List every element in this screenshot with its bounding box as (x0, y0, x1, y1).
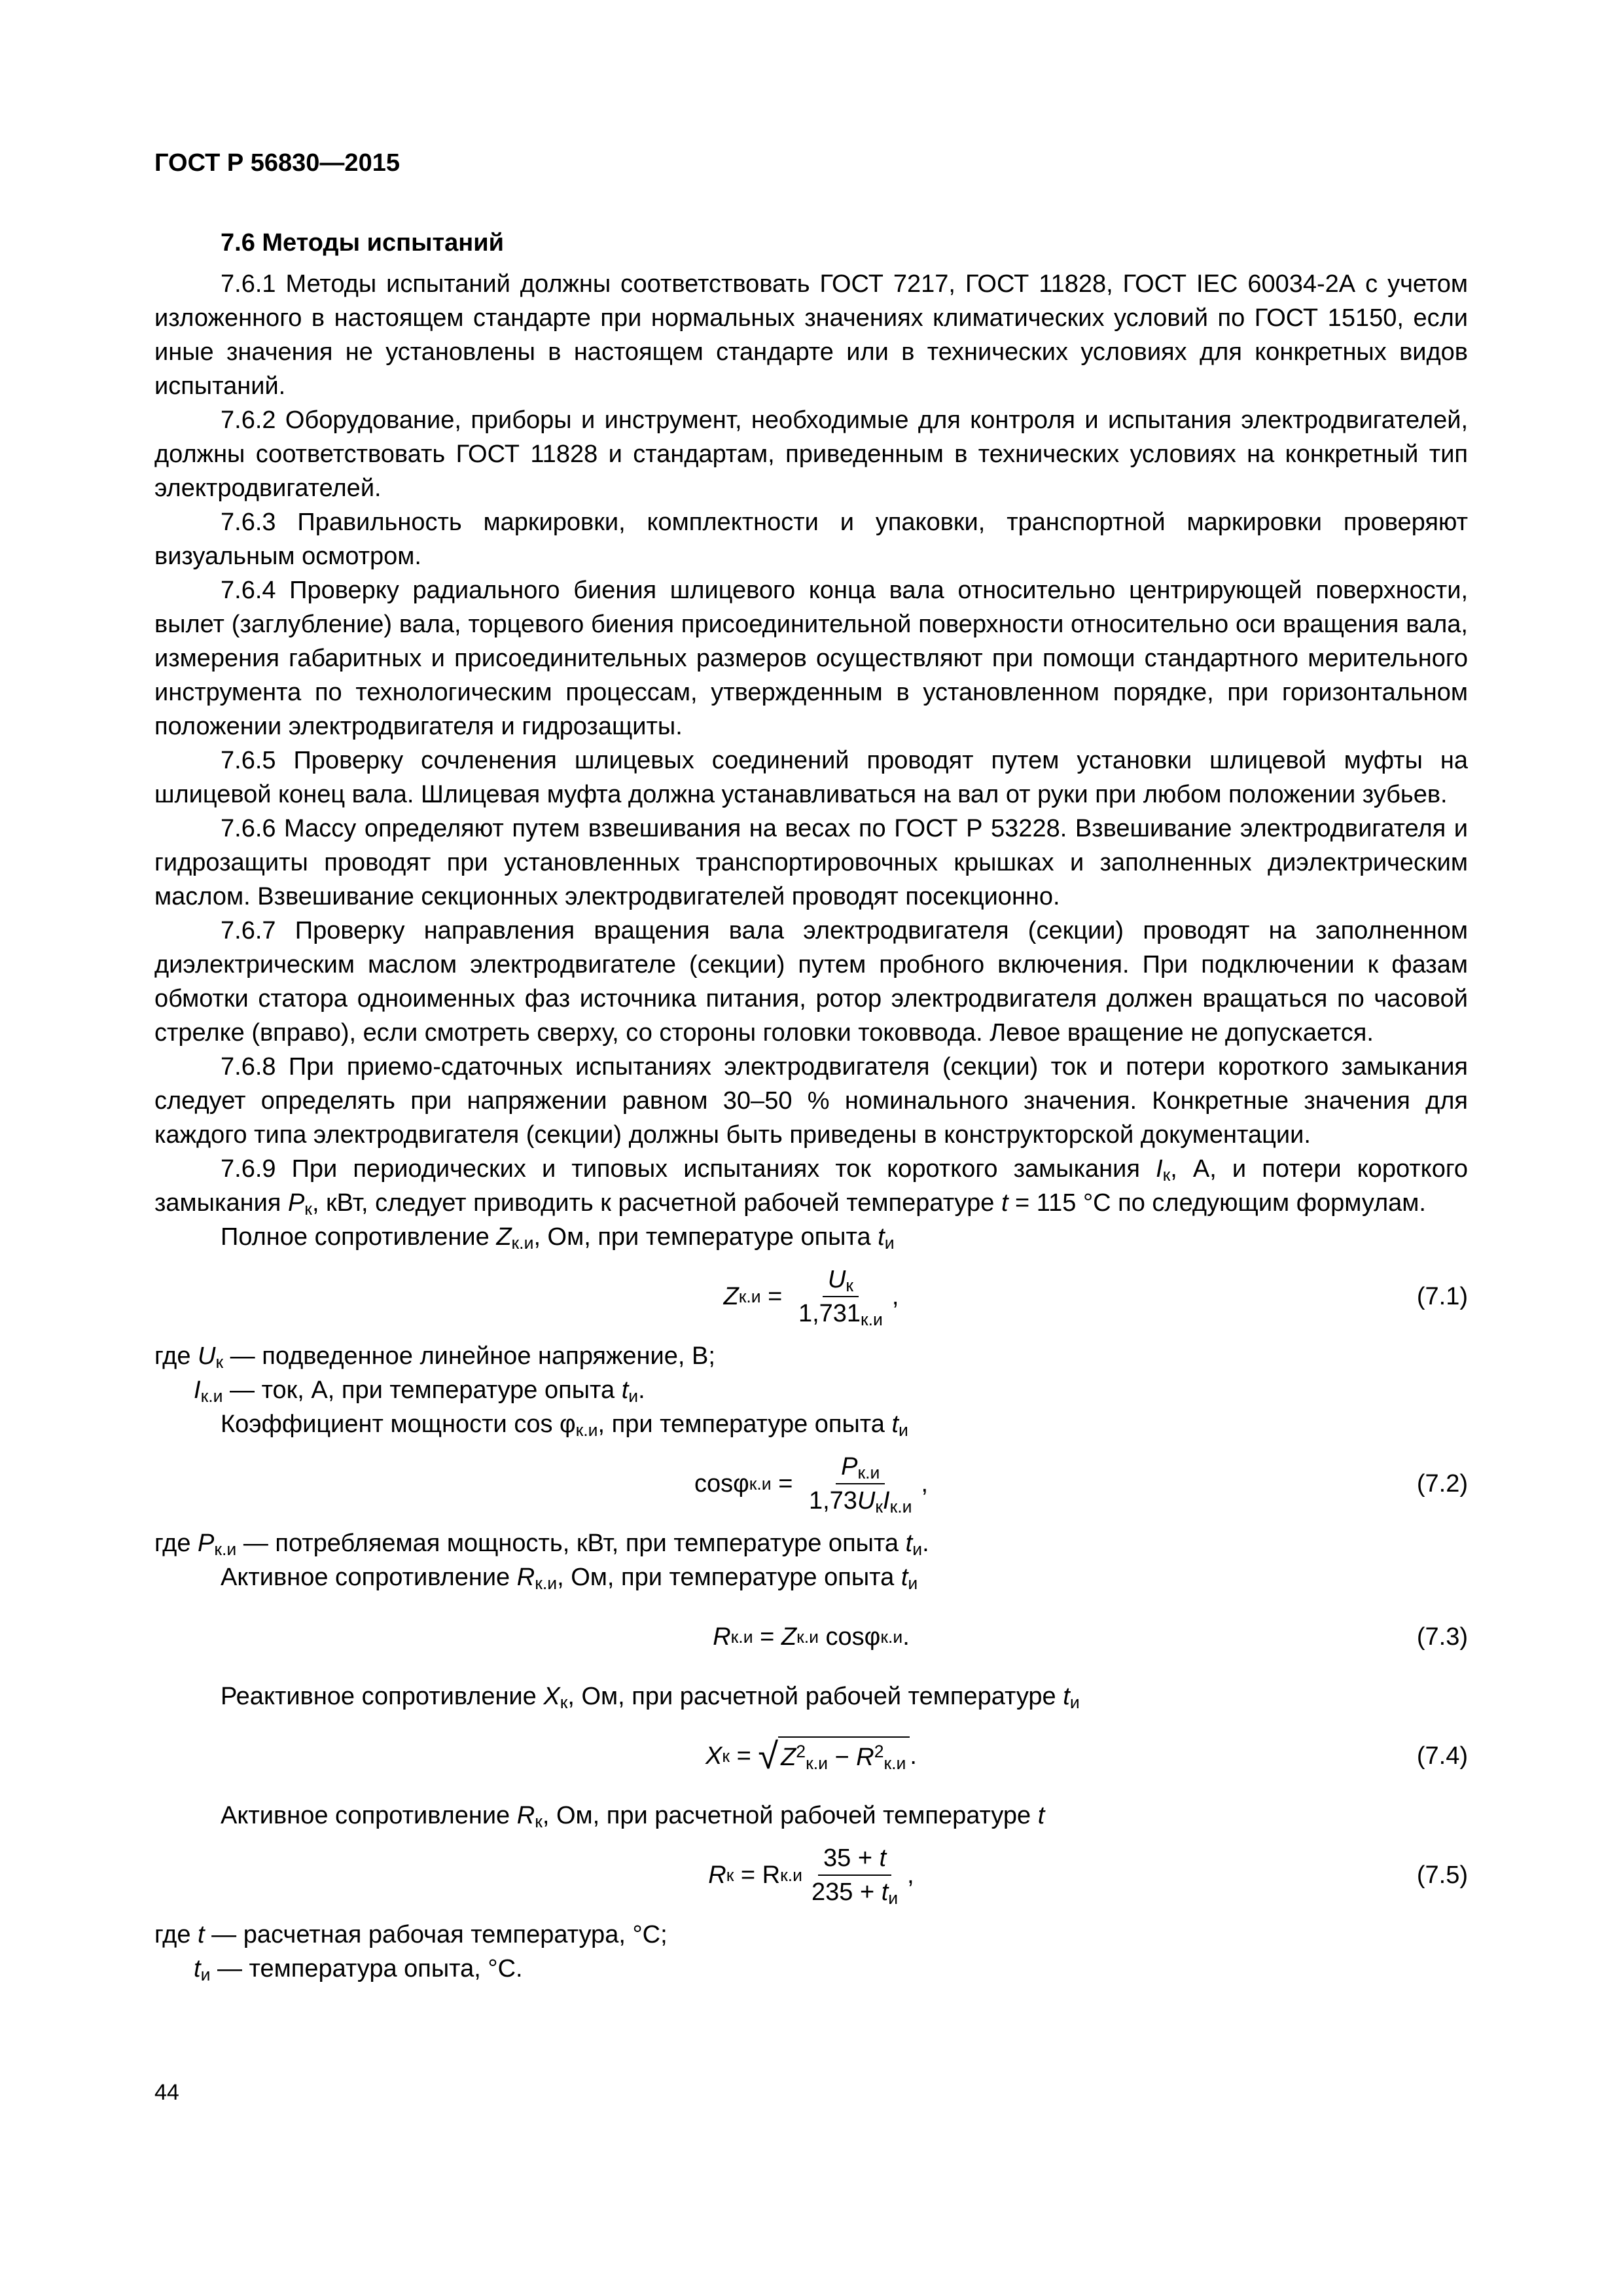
variable: U (857, 1487, 876, 1515)
variable: Z (723, 1283, 739, 1310)
variable: t (878, 1223, 885, 1251)
denominator (806, 1876, 903, 1907)
fraction (806, 1843, 903, 1907)
where-test-temperature (154, 1952, 1468, 1986)
subscript: к.и (861, 1309, 883, 1329)
equation-7-3 (154, 1594, 1468, 1679)
variable: R (713, 1623, 731, 1651)
equation-7-2 (154, 1441, 1468, 1526)
variable: t (1037, 1802, 1045, 1829)
subscript: и (912, 1539, 923, 1559)
fraction (793, 1265, 888, 1329)
subscript: к (304, 1198, 312, 1219)
equation-number: (7.3) (1416, 1623, 1468, 1651)
denominator-text: 235 + (812, 1878, 882, 1906)
subscript: к.и (883, 1753, 906, 1773)
variable: R (516, 1564, 535, 1591)
paragraph-7-6-1: 7.6.1 Методы испытаний должны соответствовать ГОСТ 7217, ГОСТ 11828, ГОСТ IEC 60034-2А с учетом изложенного в настоящем стандарте при нормальных значениях климатических условий по ГОСТ 15150, если иные значения не установлены в настоящем стандарте или в технических условиях для конкретных видов испытаний. (154, 270, 1468, 400)
equation-number: (7.2) (1416, 1470, 1468, 1498)
where-text: — подведенное линейное напряжение, В; (223, 1342, 715, 1370)
variable: Z (781, 1744, 796, 1771)
subscript: к (846, 1275, 853, 1295)
variable: t (1001, 1189, 1008, 1217)
where-text: — температура опыта, °С. (210, 1955, 523, 1982)
equation-number: (7.5) (1416, 1861, 1468, 1889)
comma: , (891, 1283, 899, 1310)
variable: I (194, 1376, 201, 1404)
equation-body: R к.и = Z к.и cosφ к.и . (154, 1594, 1468, 1679)
variable: t (905, 1530, 913, 1557)
subscript: к (875, 1496, 883, 1516)
subscript: и (884, 1232, 895, 1253)
paragraph-7-6-8: 7.6.8 При приемо-сдаточных испытаниях электродвигателя (секции) ток и потери короткого замыкания следует определять при напряжении равном 30–50 % номинального значения. Конкретные значения для каждого типа электродвигателя (секции) должны быть приведены в конструкторской документации. (154, 1053, 1468, 1149)
variable: Z (496, 1223, 512, 1251)
subscript: и (908, 1573, 918, 1593)
function-name: cosφ (694, 1470, 749, 1498)
variable: U (827, 1266, 846, 1293)
function-name: cosφ (825, 1623, 881, 1651)
paragraph-7-6-3: 7.6.3 Правильность маркировки, комплектности и упаковки, транспортной маркировки проверяют визуальным осмотром. (154, 509, 1468, 570)
variable: t (881, 1878, 889, 1906)
numerator-text: 35 + (823, 1844, 880, 1872)
paragraph-7-6-2: 7.6.2 Оборудование, приборы и инструмент, необходимые для контроля и испытания электродвигателей, должны соответствовать ГОСТ 11828 и стандартам, приведенным в технических условиях на конкретный тип электродвигателей. (154, 406, 1468, 502)
label-text: Активное сопротивление (221, 1564, 517, 1591)
subscript: к.и (857, 1462, 880, 1482)
subscript: и (899, 1420, 908, 1440)
where-current (154, 1373, 1468, 1407)
comma: , (921, 1470, 929, 1498)
subscript: к.и (200, 1386, 223, 1406)
superscript: 2 (874, 1742, 884, 1762)
paragraph-text: , кВт, следует приводить к расчетной рабочей температуре (312, 1189, 1001, 1217)
equation-body: X к = √ $Z^2_{к.и} - R^2_{к.и}$ . (705, 1735, 917, 1776)
page-number: 44 (154, 2080, 179, 2105)
variable: R (516, 1802, 535, 1829)
paragraph-text: 7.6.9 При периодических и типовых испытаниях ток короткого замыкания (221, 1155, 1156, 1183)
variable: t (194, 1955, 201, 1982)
label-text: , Ом, при температуре опыта (533, 1223, 878, 1251)
where-text: — расчетная рабочая температура, °С; (204, 1921, 668, 1948)
subscript: и (1069, 1692, 1080, 1712)
variable: X (705, 1742, 722, 1770)
where-lead: где (154, 1921, 198, 1948)
paragraph-text: = 115 °С по следующим формулам. (1008, 1189, 1426, 1217)
variable: R (856, 1744, 874, 1771)
subscript: к.и (889, 1496, 912, 1516)
variable: I (1156, 1155, 1163, 1183)
equation-number: (7.4) (1416, 1742, 1468, 1770)
paragraph-7-6-5: 7.6.5 Проверку сочленения шлицевых соединений проводят путем установки шлицевой муфты на шлицевой конец вала. Шлицевая муфта должна устанавливаться на вал от руки при любом положении зубьев. (154, 747, 1468, 808)
variable: I (883, 1487, 890, 1515)
subscript: и (628, 1386, 639, 1406)
variable: t (891, 1410, 899, 1438)
period: . (638, 1376, 645, 1404)
variable: Z (781, 1623, 797, 1651)
equals-sign: = (730, 1742, 758, 1770)
variable: t (621, 1376, 629, 1404)
label-text: Коэффициент мощности cos φ (221, 1410, 576, 1438)
paragraph-text: , А, и потери короткого замыкания (154, 1155, 1468, 1217)
variable: t (198, 1921, 205, 1948)
equation-7-4 (154, 1713, 1468, 1799)
formula-label-power-factor (154, 1407, 1468, 1441)
subscript: к (560, 1692, 568, 1712)
equation-7-1 (154, 1254, 1468, 1339)
period: . (922, 1530, 929, 1557)
period: . (910, 1742, 917, 1770)
label-text: , при температуре опыта (597, 1410, 892, 1438)
label-text: Активное сопротивление (221, 1802, 517, 1829)
label-text: Реактивное сопротивление (221, 1683, 544, 1710)
coefficient: 1,731 (798, 1300, 861, 1327)
minus-sign: − (827, 1744, 857, 1771)
variable: t (1063, 1683, 1070, 1710)
numerator (818, 1843, 891, 1876)
equals-sign: = (734, 1861, 762, 1889)
formula-label-resistance (154, 1560, 1468, 1594)
equation-body: Z к.и = $\frac{U_к}{1,731_{к.и}}$ , (723, 1266, 899, 1329)
where-power (154, 1526, 1468, 1560)
square-root (758, 1736, 910, 1776)
section-title: 7.6 Методы испытаний (221, 229, 504, 257)
paragraph-7-6-6: 7.6.6 Массу определяют путем взвешивания на весах по ГОСТ Р 53228. Взвешивание электродвигателя и гидрозащиты проводят при установленных транспортировочных крышках и заполненных диэлектрическим маслом. Взвешивание секционных электродвигателей проводят посекционно. (154, 815, 1468, 910)
denominator (804, 1484, 918, 1516)
subscript: к (535, 1811, 543, 1831)
subscript: к.и (214, 1539, 237, 1559)
paragraph-7-6-9 (154, 1152, 1468, 1220)
equation-7-5 (154, 1833, 1468, 1918)
where-text: — потребляемая мощность, кВт, при температуре опыта (236, 1530, 906, 1557)
document-code-header: ГОСТ Р 56830—2015 (154, 149, 400, 177)
subscript: к (215, 1352, 224, 1372)
coefficient: 1,73 (808, 1487, 857, 1515)
where-operating-temperature (154, 1918, 1468, 1952)
document-body (154, 267, 1468, 1986)
period: . (902, 1623, 910, 1651)
subscript: к.и (511, 1232, 534, 1253)
fraction (804, 1452, 918, 1516)
denominator (793, 1297, 888, 1329)
label-text: Полное сопротивление (221, 1223, 497, 1251)
variable: X (543, 1683, 560, 1710)
subscript: к.и (575, 1420, 598, 1440)
superscript: 2 (796, 1742, 806, 1762)
variable: U (198, 1342, 216, 1370)
subscript: к.и (535, 1573, 558, 1593)
equals-sign: = (753, 1623, 781, 1651)
equation-body: R к = R к.и $\frac{35 + t}{235 + t_и}$ , (708, 1844, 914, 1908)
where-lead: где (154, 1530, 198, 1557)
variable: P (287, 1189, 305, 1217)
formula-label-reactance (154, 1679, 1468, 1713)
numerator (823, 1265, 859, 1297)
comma: , (907, 1861, 914, 1889)
subscript: и (888, 1888, 899, 1908)
equals-sign: = (771, 1470, 800, 1498)
radicand (778, 1736, 910, 1776)
formula-label-impedance (154, 1220, 1468, 1254)
equation-number: (7.1) (1416, 1283, 1468, 1310)
where-voltage (154, 1339, 1468, 1373)
label-text: , Ом, при расчетной рабочей температуре (542, 1802, 1038, 1829)
variable: t (901, 1564, 908, 1591)
variable: R (708, 1861, 726, 1889)
variable: t (879, 1844, 887, 1872)
equation-body: cosφ к.и = $\frac{P_{к.и}}{1,73U_кI_{к.и}}$ , (694, 1453, 929, 1516)
formula-label-resistance-operating (154, 1799, 1468, 1833)
subscript: и (200, 1964, 211, 1984)
where-lead: где (154, 1342, 198, 1370)
space (819, 1620, 826, 1654)
equals-sign: = (760, 1283, 789, 1310)
label-text: , Ом, при расчетной рабочей температуре (567, 1683, 1063, 1710)
radical-sign: √ (758, 1735, 779, 1776)
paragraph-7-6-7: 7.6.7 Проверку направления вращения вала электродвигателя (секции) проводят на заполненном диэлектрическим маслом электродвигателе (секции) путем пробного включения. При подключении к фазам обмотки статора одноименных фаз источника питания, ротор электродвигателя должен вращаться по часовой стрелке (вправо), если смотреть сверху, со стороны головки токоввода. Левое вращение не допускается. (154, 917, 1468, 1047)
where-text: — ток, А, при температуре опыта (223, 1376, 622, 1404)
variable: P (841, 1453, 858, 1480)
numerator (836, 1452, 885, 1484)
label-text: , Ом, при температуре опыта (557, 1564, 901, 1591)
subscript: к.и (806, 1753, 828, 1773)
subscript: к (1162, 1164, 1171, 1185)
variable: R (762, 1861, 781, 1889)
paragraph-7-6-4: 7.6.4 Проверку радиального биения шлицевого конца вала относительно центрирующей поверхности, вылет (заглубление) вала, торцевого биения присоединительной поверхности относительно оси вращения вала, измерения габаритных и присоединительных размеров осуществляют при помощи стандартного мерительного инструмента по технологическим процессам, утвержденным в установленном порядке, при горизонтальном положении электродвигателя и гидрозащиты. (154, 577, 1468, 740)
variable: P (198, 1530, 215, 1557)
